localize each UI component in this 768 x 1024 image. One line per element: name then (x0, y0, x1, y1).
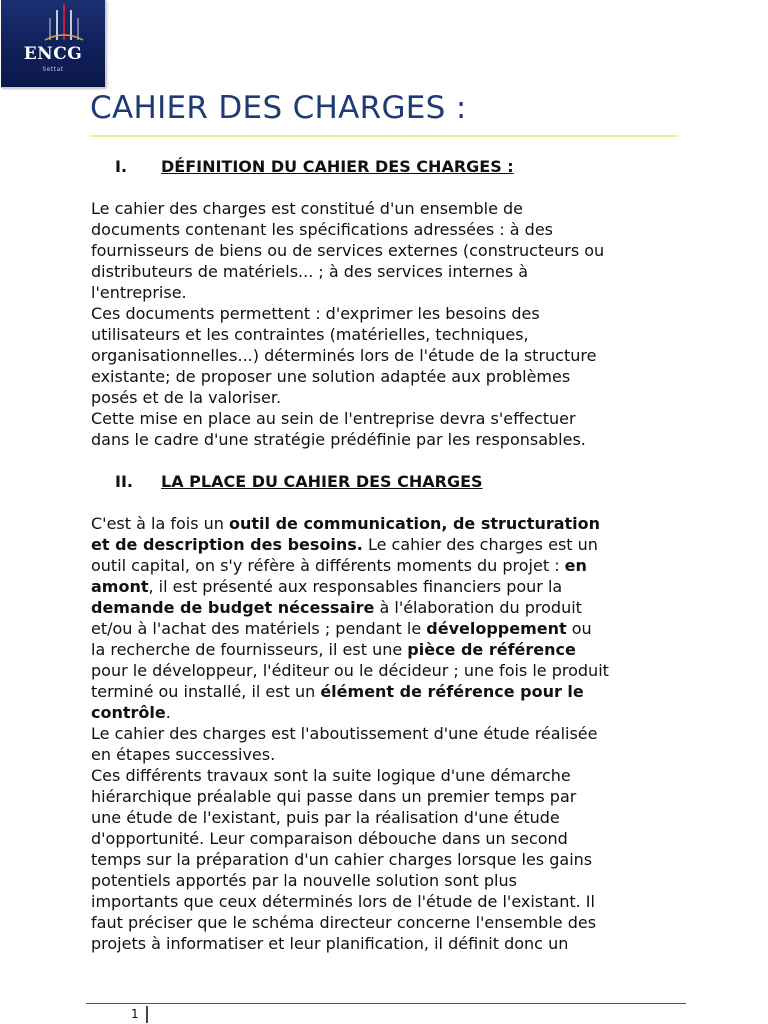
text-line (91, 828, 691, 849)
place-paragraph (91, 513, 691, 954)
bold-text: amont (91, 577, 149, 596)
section-title: DÉFINITION DU CAHIER DES CHARGES : (161, 157, 514, 176)
text-line (91, 723, 691, 744)
bold-text: et de description des besoins. (91, 535, 363, 554)
text-line (91, 513, 691, 534)
text-run: Le cahier des charges est un (362, 535, 598, 554)
logo-name: ENCG (23, 44, 83, 64)
text-line (91, 681, 691, 702)
text-run: importants que ceux déterminés lors de l'étude de l'existant. Il (91, 892, 595, 911)
text-run: la recherche de fournisseurs, il est une (91, 640, 408, 659)
text-run: . (165, 703, 171, 722)
text-line (91, 870, 691, 891)
text-line: Le cahier des charges est constitué d'un ensemble de (91, 199, 524, 218)
text-run: hiérarchique préalable qui passe dans un premier temps par (91, 787, 577, 806)
text-line: organisationnelles...) déterminés lors de l'étude de la structure (91, 346, 597, 365)
text-line: utilisateurs et les contraintes (matérielles, techniques, (91, 325, 529, 344)
section-heading-definition (115, 157, 514, 177)
bold-text: élément de référence pour le (320, 682, 584, 701)
text-line: fournisseurs de biens ou de services externes (constructeurs ou (91, 241, 605, 260)
text-run: C'est à la fois un (91, 514, 229, 533)
page-title: CAHIER DES CHARGES : (90, 90, 467, 126)
text-run: pour le développeur, l'éditeur ou le décideur ; une fois le produit (91, 661, 609, 680)
logo-subtitle: Settat (42, 66, 64, 73)
text-line (91, 912, 691, 933)
text-run: une étude de l'existant, puis par la réalisation d'une étude (91, 808, 560, 827)
text-run: faut préciser que le schéma directeur concerne l'ensemble des (91, 913, 597, 932)
text-run: , il est présenté aux responsables financiers pour la (148, 577, 563, 596)
text-run: outil capital, on s'y réfère à différents moments du projet : (91, 556, 565, 575)
encg-logo (1, 0, 106, 88)
text-line (91, 891, 691, 912)
text-run: en étapes successives. (91, 745, 276, 764)
text-line: documents contenant les spécifications adressées : à des (91, 220, 553, 239)
text-line (91, 660, 691, 681)
page-number-bar (146, 1006, 148, 1023)
text-line (91, 933, 691, 954)
section-number: II. (115, 472, 133, 491)
text-line (91, 849, 691, 870)
text-line (91, 786, 691, 807)
text-line: dans le cadre d'une stratégie prédéfinie par les responsables. (91, 430, 586, 449)
text-line (91, 534, 691, 555)
text-run: d'opportunité. Leur comparaison débouche dans un second (91, 829, 568, 848)
text-run: terminé ou installé, il est un (91, 682, 321, 701)
text-line (91, 807, 691, 828)
text-line (91, 618, 691, 639)
text-line (91, 639, 691, 660)
definition-paragraph (91, 198, 691, 450)
text-line (91, 555, 691, 576)
section-number: I. (115, 157, 128, 176)
bold-text: demande de budget nécessaire (91, 598, 375, 617)
footer-rule (86, 1003, 686, 1004)
section-heading-place (115, 472, 483, 492)
text-line (91, 765, 691, 786)
page-number: 1 (131, 1007, 139, 1021)
text-run: ou (566, 619, 592, 638)
section-title: LA PLACE DU CAHIER DES CHARGES (161, 472, 483, 491)
text-line (91, 597, 691, 618)
text-line: l'entreprise. (91, 283, 187, 302)
text-line (91, 744, 691, 765)
bold-text: outil de communication, de structuration (229, 514, 601, 533)
text-run: Le cahier des charges est l'aboutissement d'une étude réalisée (91, 724, 598, 743)
bold-text: développement (426, 619, 567, 638)
text-run: et/ou à l'achat des matériels ; pendant le (91, 619, 427, 638)
text-run: projets à informatiser et leur planification, il définit donc un (91, 934, 569, 953)
text-run: Ces différents travaux sont la suite logique d'une démarche (91, 766, 571, 785)
text-run: temps sur la préparation d'un cahier charges lorsque les gains (91, 850, 593, 869)
bold-text: pièce de référence (407, 640, 576, 659)
text-line: Cette mise en place au sein de l'entreprise devra s'effectuer (91, 409, 576, 428)
text-run: potentiels apportés par la nouvelle solution sont plus (91, 871, 517, 890)
text-line: existante; de proposer une solution adaptée aux problèmes (91, 367, 571, 386)
bold-text: en (564, 556, 587, 575)
text-line (91, 702, 691, 723)
text-line: distributeurs de matériels... ; à des services internes à (91, 262, 529, 281)
bold-text: contrôle (91, 703, 166, 722)
text-line (91, 576, 691, 597)
text-line: posés et de la valoriser. (91, 388, 282, 407)
text-line: Ces documents permettent : d'exprimer les besoins des (91, 304, 540, 323)
text-run: à l'élaboration du produit (374, 598, 582, 617)
title-underline (90, 135, 678, 137)
